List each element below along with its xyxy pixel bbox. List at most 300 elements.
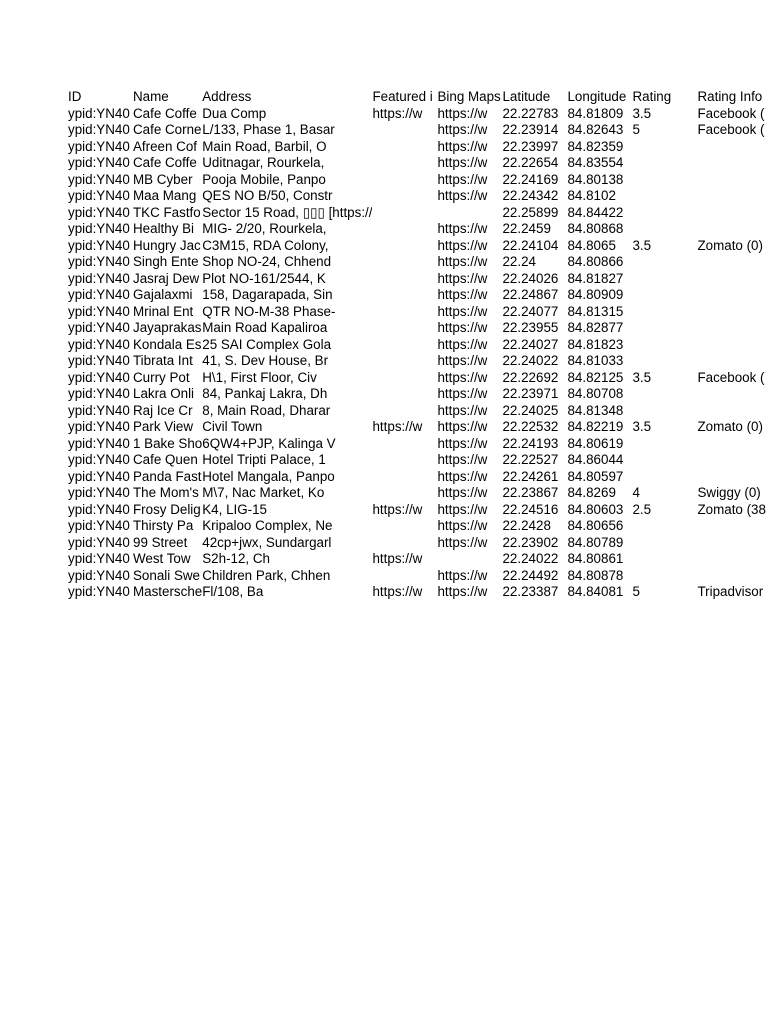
cell-longitude: 84.80909 [567,287,624,302]
cell-address: Kripaloo Complex, Ne [202,518,333,533]
cell-longitude: 84.8102 [567,188,616,203]
cell-rating: 5 [632,122,640,137]
cell-name: Afreen Cof [133,138,198,154]
table-row [68,452,766,469]
table-row [68,436,766,453]
cell-longitude: 84.82359 [567,138,624,154]
cell-rating-info [697,271,765,288]
cell-id: ypid:YN40 [68,419,130,434]
cell-rating: 4 [632,485,640,500]
cell-latitude: 22.24492 [502,567,559,583]
cell-name: Cafe Coffe [133,155,197,170]
cell-address: S2h-12, Ch [202,551,270,566]
table-row [68,403,766,420]
cell-longitude: 84.81823 [567,336,624,352]
cell-latitude: 22.24261 [502,468,559,484]
cell-address: Pooja Mobile, Panpo [202,171,326,187]
cell-bing-maps: https://w [437,567,488,583]
table-row [68,551,766,568]
cell-address: Children Park, Chhen [202,567,331,583]
cell-name: Jayaprakas [133,320,202,335]
cell-bing-maps: https://w [437,353,488,368]
cell-name: Sonali Swe [133,567,200,583]
header-rating-info: Rating Info [697,89,763,104]
cell-name: West Tow [133,551,191,566]
cell-bing-maps: https://w [437,171,488,187]
table-row [68,188,766,205]
cell-rating [632,535,697,552]
cell-latitude: 22.22692 [502,369,559,385]
cell-featured [372,205,437,222]
cell-id: ypid:YN40 [68,336,130,352]
cell-latitude: 22.23902 [502,534,559,550]
cell-longitude: 84.80866 [567,254,624,269]
cell-rating [632,221,697,238]
table-row [68,485,766,502]
cell-bing-maps: https://w [437,435,488,451]
cell-name: Curry Pot [133,369,190,385]
cell-longitude: 84.80878 [567,567,624,583]
cell-id: ypid:YN40 [68,155,130,170]
cell-id: ypid:YN40 [68,270,130,286]
table-row [68,238,766,255]
cell-latitude: 22.24169 [502,171,559,187]
cell-name: Park View [133,419,194,434]
table-row [68,271,766,288]
cell-latitude: 22.23971 [502,386,559,401]
cell-name: Tibrata Int [133,353,193,368]
cell-featured [372,469,437,486]
cell-latitude: 22.22783 [502,105,559,121]
cell-latitude: 22.23997 [502,138,559,154]
cell-rating: 3.5 [632,105,652,121]
cell-id: ypid:YN40 [68,204,130,220]
cell-featured [372,485,437,502]
cell-latitude: 22.23387 [502,584,559,599]
cell-longitude: 84.80603 [567,501,624,517]
cell-featured [372,172,437,189]
cell-featured [372,287,437,304]
cell-address: 8, Main Road, Dharar [202,402,331,418]
cell-latitude: 22.24077 [502,303,559,319]
cell-longitude: 84.83554 [567,155,624,170]
cell-rating-info [697,353,765,370]
cell-id: ypid:YN40 [68,369,130,385]
cell-name: Hungry Jac [133,237,201,253]
cell-bing-maps: https://w [437,336,488,352]
cell-rating [632,320,697,337]
cell-address: Main Road, Barbil, O [202,138,327,154]
cell-name: TKC Fastfo [133,204,201,220]
cell-rating [632,304,697,321]
cell-latitude: 22.23955 [502,320,559,335]
table-row [68,320,766,337]
cell-name: Maa Mang [133,188,197,203]
cell-bing-maps: https://w [437,237,488,253]
cell-rating: 2.5 [632,501,652,517]
cell-bing-maps: https://w [437,287,488,302]
cell-bing-maps: https://w [437,188,488,203]
cell-id: ypid:YN40 [68,303,130,319]
cell-longitude: 84.8269 [567,485,616,500]
cell-latitude: 22.24342 [502,188,559,203]
cell-bing-maps: https://w [437,452,488,467]
cell-address: 84, Pankaj Lakra, Dh [202,386,328,401]
cell-id: ypid:YN40 [68,567,130,583]
cell-name: 1 Bake Sho [133,435,203,451]
cell-bing-maps: https://w [437,584,488,599]
cell-id: ypid:YN40 [68,122,130,137]
cell-latitude: 22.24 [502,254,536,269]
cell-latitude: 22.24516 [502,501,559,517]
cell-latitude: 22.2459 [502,221,551,236]
cell-rating [632,155,697,172]
cell-rating-info: Facebook ( [697,105,765,121]
cell-rating: 5 [632,584,640,599]
table-row [68,518,766,535]
table-row [68,106,766,123]
cell-rating [632,403,697,420]
cell-id: ypid:YN40 [68,584,130,599]
cell-bing-maps: https://w [437,105,488,121]
cell-rating: 3.5 [632,237,652,253]
table-body [68,106,766,601]
cell-rating-info [697,469,765,486]
table-row [68,568,766,585]
cell-latitude: 22.24867 [502,287,559,302]
cell-address: QTR NO-M-38 Phase- [202,303,336,319]
cell-longitude: 84.84081 [567,584,624,599]
cell-bing-maps: https://w [437,518,488,533]
cell-id: ypid:YN40 [68,221,130,236]
cell-rating-info [697,172,765,189]
cell-rating [632,469,697,486]
header-name: Name [133,89,169,104]
cell-name: Kondala Es [133,336,202,352]
header-row [68,89,766,106]
cell-id: ypid:YN40 [68,485,130,500]
cell-address: Main Road Kapaliroa [202,320,328,335]
cell-featured [372,122,437,139]
cell-id: ypid:YN40 [68,171,130,187]
data-table [68,89,766,601]
cell-featured [372,386,437,403]
cell-rating: 3.5 [632,369,652,385]
cell-rating [632,337,697,354]
cell-rating-info [697,535,765,552]
cell-name: Healthy Bi [133,221,195,236]
cell-rating-info [697,188,765,205]
cell-rating [632,436,697,453]
cell-name: Gajalaxmi [133,287,193,302]
cell-bing-maps: https://w [437,501,488,517]
cell-bing-maps: https://w [437,468,488,484]
cell-rating-info: Zomato (0) [697,419,763,434]
table-row [68,254,766,271]
cell-rating-info: Facebook ( [697,369,765,385]
cell-latitude: 22.25899 [502,204,559,220]
cell-address: Dua Comp [202,105,267,121]
cell-rating [632,139,697,156]
cell-rating-info: Zomato (0) [697,237,763,253]
cell-featured [372,304,437,321]
cell-rating [632,172,697,189]
cell-id: ypid:YN40 [68,254,130,269]
cell-name: Cafe Corne [133,122,202,137]
cell-name: Raj Ice Cr [133,402,193,418]
table-row [68,205,766,222]
cell-rating [632,188,697,205]
cell-id: ypid:YN40 [68,138,130,154]
cell-rating-info [697,436,765,453]
cell-latitude: 22.24193 [502,435,559,451]
cell-id: ypid:YN40 [68,386,130,401]
cell-id: ypid:YN40 [68,534,130,550]
cell-bing-maps: https://w [437,254,488,269]
cell-featured [372,155,437,172]
table-row [68,370,766,387]
cell-featured [372,518,437,535]
cell-name: The Mom's [133,485,199,500]
cell-rating-info: Tripadvisor [697,584,764,599]
cell-featured [372,238,437,255]
cell-featured [372,320,437,337]
cell-rating-info: Swiggy (0) [697,485,761,500]
cell-featured [372,568,437,585]
cell-name: Jasraj Dew [133,270,200,286]
cell-address: Shop NO-24, Chhend [202,254,332,269]
cell-rating [632,568,697,585]
cell-address: L/133, Phase 1, Basar [202,122,335,137]
cell-featured [372,452,437,469]
cell-id: ypid:YN40 [68,105,130,121]
table-row [68,502,766,519]
cell-latitude: 22.24022 [502,353,559,368]
cell-name: Cafe Coffe [133,105,197,121]
cell-rating-info: Zomato (38 [697,501,766,517]
cell-rating-info [697,320,765,337]
cell-address: 41, S. Dev House, Br [202,353,329,368]
cell-bing-maps: https://w [437,485,488,500]
cell-bing-maps: https://w [437,122,488,137]
cell-featured [372,221,437,238]
cell-latitude: 22.23914 [502,122,559,137]
cell-rating-info [697,287,765,304]
cell-rating [632,205,697,222]
cell-address: H\1, First Floor, Civ [202,369,317,385]
cell-rating-info [697,155,765,172]
cell-rating-info [697,386,765,403]
table-row [68,337,766,354]
cell-bing-maps: https://w [437,138,488,154]
cell-bing-maps: https://w [437,303,488,319]
cell-rating [632,353,697,370]
cell-bing-maps: https://w [437,320,488,335]
header-longitude: Longitude [567,89,627,104]
cell-longitude: 84.86044 [567,452,624,467]
cell-rating [632,287,697,304]
cell-address: C3M15, RDA Colony, [202,237,329,253]
cell-bing-maps [437,205,502,222]
cell-latitude: 22.24104 [502,237,559,253]
cell-rating [632,254,697,271]
cell-featured [372,337,437,354]
header-rating: Rating [632,89,672,104]
cell-rating [632,518,697,535]
cell-longitude: 84.80868 [567,221,624,236]
cell-latitude: 22.24022 [502,551,559,566]
cell-longitude: 84.82877 [567,320,624,335]
cell-featured [372,436,437,453]
cell-featured [372,271,437,288]
cell-rating-info [697,337,765,354]
cell-address: Sector 15 Road, ▯▯▯ [https:// [202,204,373,220]
table-row [68,139,766,156]
cell-featured: https://w [372,551,423,566]
cell-bing-maps: https://w [437,155,488,170]
cell-rating-info [697,139,765,156]
cell-featured: https://w [372,584,423,599]
cell-featured [372,139,437,156]
header-bing-maps: Bing Maps [437,89,501,104]
cell-bing-maps: https://w [437,419,488,434]
cell-address: Hotel Mangala, Panpo [202,468,335,484]
cell-longitude: 84.81033 [567,353,624,368]
cell-address: Plot NO-161/2544, K [202,270,326,286]
cell-bing-maps: https://w [437,386,488,401]
cell-address: 158, Dagarapada, Sin [202,287,333,302]
cell-latitude: 22.2428 [502,518,551,533]
cell-latitude: 22.22527 [502,452,559,467]
cell-longitude: 84.81827 [567,270,624,286]
cell-rating-info [697,304,765,321]
cell-rating-info [697,568,765,585]
table-row [68,584,766,601]
cell-longitude: 84.81348 [567,402,624,418]
cell-id: ypid:YN40 [68,353,130,368]
cell-featured [372,535,437,552]
header-featured: Featured i [372,89,433,104]
cell-bing-maps: https://w [437,402,488,418]
cell-name: MB Cyber [133,171,193,187]
cell-bing-maps: https://w [437,270,488,286]
cell-id: ypid:YN40 [68,501,130,517]
cell-featured [372,370,437,387]
cell-id: ypid:YN40 [68,435,130,451]
cell-rating-info [697,518,765,535]
cell-id: ypid:YN40 [68,452,130,467]
cell-address: Civil Town [202,419,263,434]
cell-longitude: 84.81809 [567,105,624,121]
cell-longitude: 84.82219 [567,419,624,434]
table-row [68,386,766,403]
table-row [68,419,766,436]
cell-longitude: 84.81315 [567,303,624,319]
cell-address: MIG- 2/20, Rourkela, [202,221,327,236]
cell-rating [632,271,697,288]
table-row [68,155,766,172]
cell-latitude: 22.22532 [502,419,559,434]
cell-id: ypid:YN40 [68,320,130,335]
table-row [68,304,766,321]
cell-rating-info [697,403,765,420]
cell-name: Panda Fast [133,468,202,484]
cell-id: ypid:YN40 [68,402,130,418]
cell-address: 42cp+jwx, Sundargarl [202,534,332,550]
cell-featured [372,188,437,205]
cell-longitude: 84.82643 [567,122,624,137]
cell-featured [372,254,437,271]
cell-latitude: 22.23867 [502,485,559,500]
cell-name: Cafe Quen [133,452,198,467]
cell-address: Fl/108, Ba [202,584,264,599]
cell-longitude: 84.80619 [567,435,624,451]
cell-longitude: 84.80789 [567,534,624,550]
cell-address: QES NO B/50, Constr [202,188,333,203]
table-row [68,172,766,189]
table-row [68,469,766,486]
table-row [68,221,766,238]
cell-rating-info [697,221,765,238]
cell-longitude: 84.80656 [567,518,624,533]
cell-latitude: 22.24025 [502,402,559,418]
cell-bing-maps: https://w [437,369,488,385]
cell-id: ypid:YN40 [68,237,130,253]
cell-address: Hotel Tripti Palace, 1 [202,452,326,467]
cell-bing-maps: https://w [437,534,488,550]
header-latitude: Latitude [502,89,551,104]
cell-featured: https://w [372,501,423,517]
cell-rating [632,551,697,568]
cell-longitude: 84.8065 [567,237,616,253]
cell-address: 6QW4+PJP, Kalinga V [202,435,336,451]
cell-name: Lakra Onli [133,386,195,401]
cell-bing-maps [437,551,502,568]
cell-rating-info [697,254,765,271]
cell-id: ypid:YN40 [68,287,130,302]
cell-id: ypid:YN40 [68,468,130,484]
cell-rating [632,452,697,469]
cell-id: ypid:YN40 [68,551,130,566]
cell-name: Mrinal Ent [133,303,194,319]
cell-featured: https://w [372,419,423,434]
cell-address: M\7, Nac Market, Ko [202,485,325,500]
cell-name: Singh Ente [133,254,199,269]
cell-bing-maps: https://w [437,221,488,236]
header-id: ID [68,89,82,104]
cell-address: Uditnagar, Rourkela, [202,155,325,170]
cell-longitude: 84.80597 [567,468,624,484]
table-row [68,535,766,552]
cell-latitude: 22.22654 [502,155,559,170]
cell-longitude: 84.80861 [567,551,624,566]
cell-rating-info [697,452,765,469]
cell-name: Frosy Delig [133,501,201,517]
cell-longitude: 84.80138 [567,171,624,187]
cell-rating-info: Facebook ( [697,122,765,137]
table-row [68,122,766,139]
cell-name: Thirsty Pa [133,518,194,533]
cell-id: ypid:YN40 [68,188,130,203]
cell-featured [372,403,437,420]
cell-rating: 3.5 [632,419,652,434]
cell-latitude: 22.24026 [502,270,559,286]
cell-longitude: 84.80708 [567,386,624,401]
cell-rating-info [697,551,765,568]
cell-address: K4, LIG-15 [202,501,268,517]
table-row [68,287,766,304]
cell-featured: https://w [372,105,423,121]
